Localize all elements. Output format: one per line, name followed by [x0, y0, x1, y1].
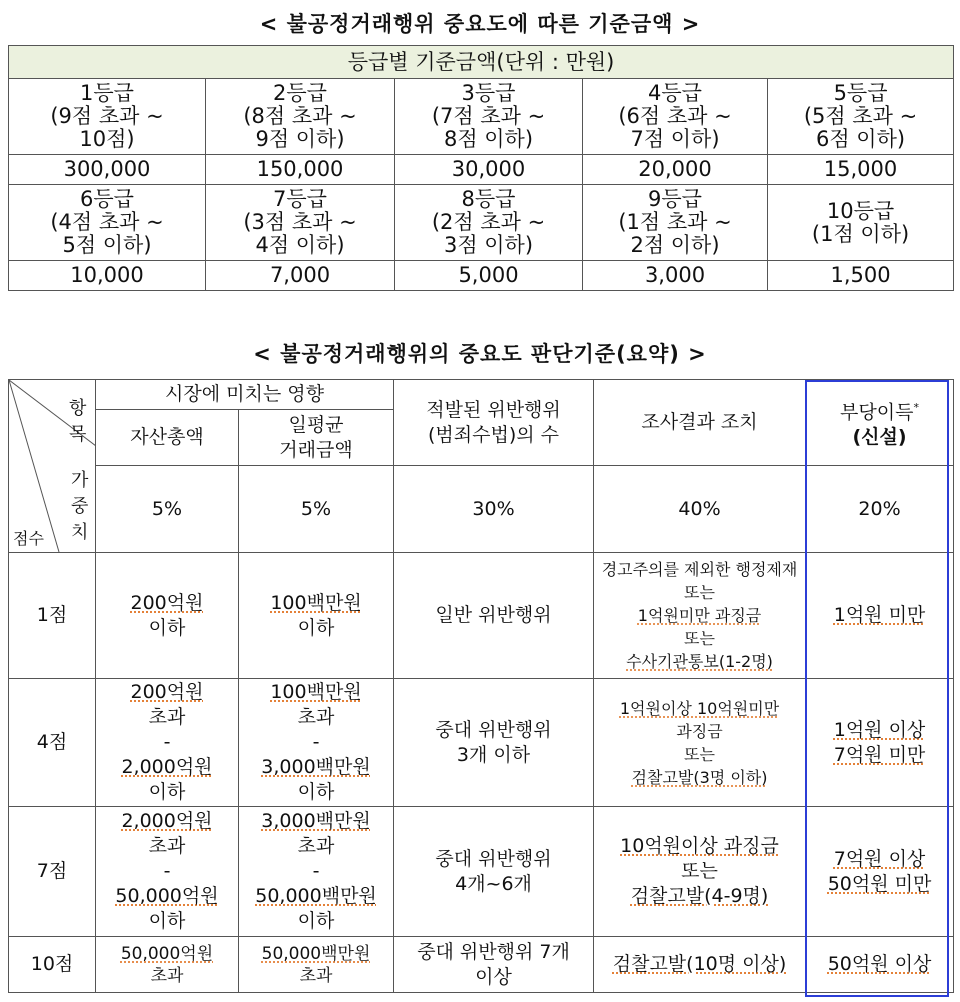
- grade-text: 10점): [79, 127, 135, 151]
- trade-line: -: [312, 860, 320, 882]
- assets-line: 초과: [150, 965, 184, 986]
- action-line: 검찰고발(4-9명): [630, 885, 769, 907]
- assets-line: 이하: [148, 781, 186, 803]
- profit-line: 7억원 이상: [833, 847, 926, 870]
- criteria-title: < 불공정거래행위의 중요도 판단기준(요약) >: [253, 342, 707, 366]
- violation-line: 3개 이하: [456, 743, 531, 766]
- trade-line: 3,000백만원: [261, 756, 371, 778]
- grade-text: 2등급: [273, 81, 327, 105]
- profit-line: 50억원 미만: [827, 872, 932, 895]
- assets-line: 초과: [148, 835, 186, 857]
- action-line: 1억원미만 과징금: [637, 606, 762, 625]
- trade-line: -: [312, 731, 320, 753]
- grade-text: 2점 이하): [630, 233, 720, 257]
- violation-cell: [394, 679, 594, 807]
- assets-cell: [96, 807, 239, 937]
- amount-cell: 7,000: [206, 261, 395, 291]
- corner-item-2: 목: [69, 424, 87, 445]
- trade-line: 이하: [297, 910, 335, 932]
- grade-cell: [9, 79, 206, 155]
- amount-cell: 300,000: [9, 155, 206, 185]
- trade-header-line: 거래금액: [279, 438, 353, 461]
- violation-cell: [394, 937, 594, 993]
- grade-cell: [206, 185, 395, 261]
- corner-weight-1: 가: [71, 470, 89, 491]
- trade-line: 3,000백만원: [261, 810, 371, 832]
- action-header: 조사결과 조치: [594, 380, 806, 466]
- action-cell: [594, 807, 806, 937]
- trade-line: 초과: [297, 835, 335, 857]
- grade-cell: [768, 79, 954, 155]
- grade-text: 3점 이하): [443, 233, 534, 257]
- grade-text: 5점 이하): [62, 233, 152, 257]
- score-cell: 4점: [9, 679, 96, 807]
- grade-text: 9등급: [648, 187, 702, 211]
- market-impact-header: 시장에 미치는 영향: [96, 380, 394, 410]
- violation-header-line: (범죄수법)의 수: [428, 423, 560, 446]
- action-cell: [594, 553, 806, 679]
- assets-header: 자산총액: [96, 410, 239, 466]
- grade-text: 5등급: [833, 81, 888, 105]
- weight-cell: 30%: [394, 466, 594, 553]
- score-cell: 7점: [9, 807, 96, 937]
- table-header: 등급별 기준금액(단위 : 만원): [9, 46, 954, 79]
- corner-cell: [9, 380, 96, 553]
- profit-header-label: 부당이득: [840, 401, 914, 424]
- amount-cell: 5,000: [395, 261, 583, 291]
- profit-cell: [806, 679, 954, 807]
- profit-header-new: (신설): [852, 426, 907, 449]
- amount-cell: 1,500: [768, 261, 954, 291]
- grade-text: 6등급: [80, 187, 134, 211]
- grade-text: 1등급: [80, 81, 134, 105]
- grade-text: (6점 초과 ~: [618, 104, 732, 128]
- violation-cell: [394, 807, 594, 937]
- grade-text: (1점 초과 ~: [618, 210, 732, 234]
- grade-text: (8점 초과 ~: [243, 104, 357, 128]
- trade-header: [239, 410, 394, 466]
- assets-line: 초과: [148, 706, 186, 728]
- grade-cell: [206, 79, 395, 155]
- action-line: 검찰고발(10명 이상): [612, 953, 787, 975]
- assets-cell: [96, 937, 239, 993]
- grade-text: 9점 이하): [255, 127, 345, 151]
- weight-cell: 5%: [239, 466, 394, 553]
- corner-weight-2: 중: [71, 496, 89, 517]
- violation-header-line: 적발된 위반행위: [426, 398, 561, 421]
- trade-cell: [239, 807, 394, 937]
- score-cell: 10점: [9, 937, 96, 993]
- assets-line: 50,000억원: [120, 943, 214, 964]
- trade-line: 초과: [297, 706, 335, 728]
- assets-line: 2,000억원: [121, 810, 213, 832]
- profit-line: 1억원 미만: [833, 604, 926, 626]
- violation-header: [394, 380, 594, 466]
- grade-text: 7점 이하): [630, 127, 720, 151]
- grade-cell: [768, 185, 954, 261]
- trade-cell: [239, 679, 394, 807]
- assets-line: 50,000억원: [115, 885, 219, 907]
- action-line: 또는: [684, 744, 715, 764]
- grade-text: 10등급: [826, 198, 895, 223]
- action-line: 수사기관통보(1-2명): [626, 652, 773, 671]
- assets-cell: [96, 553, 239, 679]
- corner-item-1: 항: [69, 398, 87, 419]
- action-line: 또는: [684, 629, 715, 648]
- grade-text: (2점 초과 ~: [431, 210, 546, 234]
- action-line: 과징금: [676, 721, 723, 741]
- action-line: 또는: [684, 583, 715, 602]
- action-cell: [594, 679, 806, 807]
- grade-text: (7점 초과 ~: [431, 104, 546, 128]
- assets-line: -: [163, 731, 171, 753]
- violation-cell: [394, 553, 594, 679]
- profit-line: 7억원 미만: [833, 743, 926, 766]
- grade-text: 6점 이하): [815, 127, 906, 151]
- trade-line: 이하: [297, 616, 335, 639]
- trade-cell: [239, 553, 394, 679]
- assets-line: 2,000억원: [121, 756, 213, 778]
- profit-cell: [806, 807, 954, 937]
- grade-text: (3점 초과 ~: [243, 210, 357, 234]
- assets-line: 200억원: [130, 681, 204, 703]
- trade-line: 50,000백만원: [255, 885, 377, 907]
- grade-cell: [583, 79, 768, 155]
- profit-line: 50억원 이상: [827, 953, 932, 975]
- violation-line: 중대 위반행위: [435, 847, 552, 870]
- grade-cell: [395, 79, 583, 155]
- trade-line: 100백만원: [270, 681, 362, 703]
- amount-cell: 3,000: [583, 261, 768, 291]
- violation-line: 4개~6개: [455, 872, 532, 895]
- amount-cell: 20,000: [583, 155, 768, 185]
- grade-cell: [9, 185, 206, 261]
- trade-header-line: 일평균: [288, 413, 344, 436]
- weight-cell: 5%: [96, 466, 239, 553]
- trade-line: 50,000백만원: [261, 943, 371, 964]
- trade-line: 이하: [297, 781, 335, 803]
- violation-line: 중대 위반행위 7개: [417, 940, 570, 963]
- score-cell: 1점: [9, 553, 96, 679]
- assets-line: 이하: [148, 616, 186, 639]
- grade-text: 7등급: [273, 187, 327, 211]
- violation-line: 중대 위반행위: [435, 718, 552, 741]
- profit-line: 1억원 이상: [833, 718, 926, 741]
- weight-cell: 20%: [806, 466, 954, 553]
- action-line: 또는: [681, 860, 718, 882]
- profit-footnote-mark: *: [913, 401, 919, 415]
- grade-text: (9점 초과 ~: [50, 104, 164, 128]
- trade-cell: [239, 937, 394, 993]
- amount-cell: 150,000: [206, 155, 395, 185]
- action-line: 10억원이상 과징금: [620, 835, 779, 857]
- grade-text: (5점 초과 ~: [803, 104, 918, 128]
- profit-header: [806, 380, 954, 466]
- violation-line: 일반 위반행위: [435, 604, 552, 626]
- grade-text: 8등급: [461, 187, 516, 211]
- assets-cell: [96, 679, 239, 807]
- grade-cell: [583, 185, 768, 261]
- trade-line: 100백만원: [270, 591, 362, 614]
- grade-text: (1점 이하): [811, 221, 910, 246]
- corner-score: 점수: [13, 529, 44, 548]
- grade-text: 4점 이하): [255, 233, 345, 257]
- action-line: 검찰고발(3명 이하): [631, 767, 768, 787]
- amount-cell: 10,000: [9, 261, 206, 291]
- violation-line: 이상: [475, 965, 512, 988]
- profit-cell: [806, 553, 954, 679]
- assets-line: 이하: [148, 910, 186, 932]
- corner-weight-3: 치: [71, 522, 89, 543]
- action-line: 경고주의를 제외한 행정제재: [601, 560, 798, 579]
- weight-cell: 40%: [594, 466, 806, 553]
- assets-line: 200억원: [130, 591, 204, 614]
- amount-cell: 30,000: [395, 155, 583, 185]
- grade-amount-title: < 불공정거래행위 중요도에 따른 기준금액 >: [259, 12, 701, 36]
- action-cell: [594, 937, 806, 993]
- criteria-table: [8, 379, 954, 993]
- assets-line: -: [163, 860, 171, 882]
- grade-amount-table: [8, 45, 954, 291]
- grade-text: 4등급: [648, 81, 702, 105]
- action-line: 1억원이상 10억원미만: [619, 698, 780, 718]
- amount-cell: 15,000: [768, 155, 954, 185]
- grade-text: 8점 이하): [443, 127, 534, 151]
- grade-text: (4점 초과 ~: [50, 210, 164, 234]
- grade-cell: [395, 185, 583, 261]
- grade-text: 3등급: [461, 81, 516, 105]
- profit-cell: [806, 937, 954, 993]
- trade-line: 초과: [299, 965, 333, 986]
